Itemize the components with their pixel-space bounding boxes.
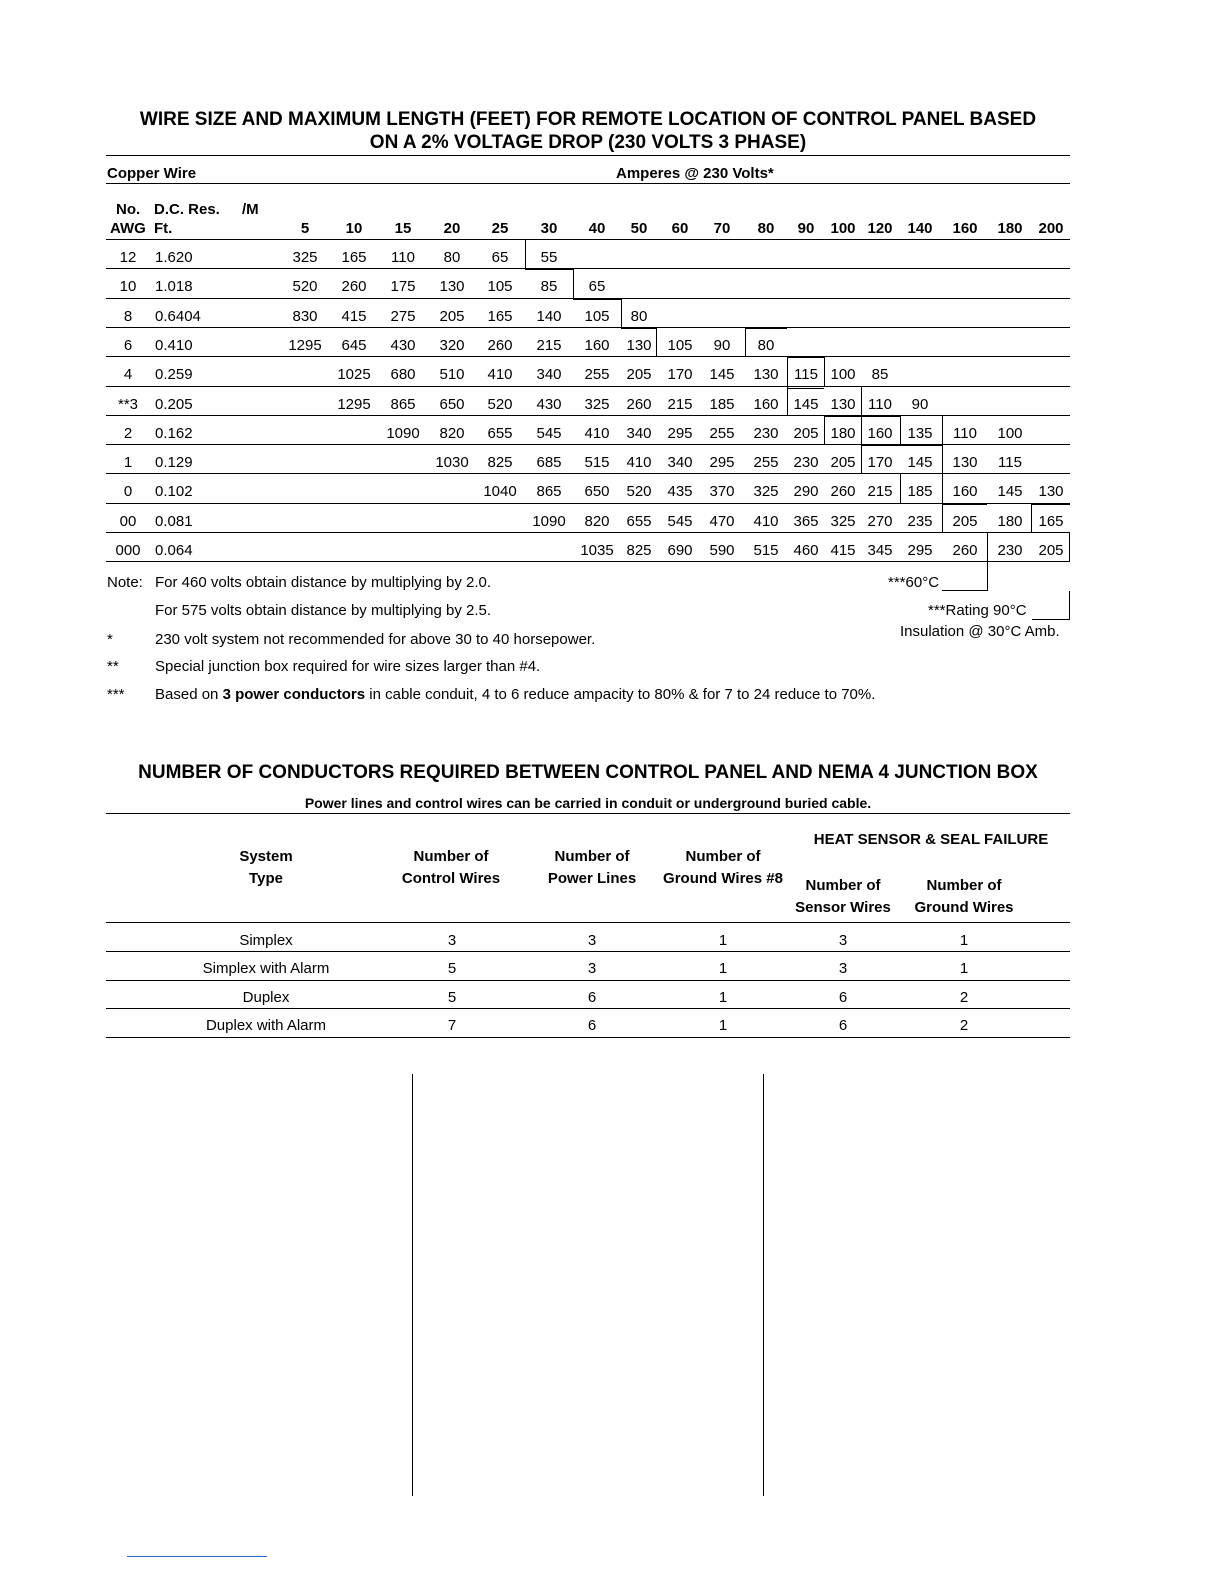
rule [106,239,1070,240]
table2-subtitle: Power lines and control wires can be carried in conduit or underground buried cable. [304,795,872,811]
col-per-m: /M [242,201,259,218]
header-line: Sensor Wires [795,899,891,916]
amp-header-cell: 20 [443,220,461,237]
table1-title-line2: ON A 2% VOLTAGE DROP (230 VOLTS 3 PHASE) [369,132,807,153]
header-line: Number of [805,877,881,894]
system-type-cell: Duplex [242,988,290,1006]
sensor-ground-wires-cell: 1 [959,960,969,978]
awg-cell: 4 [123,366,133,384]
system-type-cell: Simplex [239,932,293,949]
sensor-ground-wires-cell: 2 [959,988,969,1006]
header-power-lines [522,846,662,890]
length-cell: 1025 [337,366,371,384]
length-cell: 520 [626,483,652,501]
boundary-60c [824,357,825,387]
amp-header-cell: 180 [997,220,1023,237]
header-line: Type [249,870,283,887]
resistance-cell: 1.018 [155,278,193,296]
length-cell: 255 [753,454,779,472]
length-cell: 205 [952,512,978,530]
length-cell: 165 [1038,512,1064,530]
length-cell: 130 [952,454,978,472]
legend-60c-line [942,590,988,591]
length-cell: 1090 [532,512,566,530]
awg-cell: **3 [117,395,139,413]
legend-90c-line [1069,591,1070,620]
length-cell: 825 [626,542,652,559]
length-cell: 830 [292,307,318,325]
boundary-60c [787,387,788,416]
length-cell: 80 [443,249,461,266]
length-cell: 435 [667,483,693,501]
awg-cell: 0 [123,483,133,501]
boundary-60c [787,357,824,358]
boundary-60c [824,416,861,417]
awg-cell: 6 [123,336,133,354]
amp-header-cell: 90 [797,220,815,237]
length-cell: 215 [867,483,893,501]
length-cell: 590 [709,542,735,559]
length-cell: 515 [584,454,610,472]
boundary-60c [861,445,862,474]
boundary-60c [942,504,987,505]
length-cell: 130 [626,336,652,354]
boundary-60c [573,269,574,299]
resistance-cell: 0.129 [155,454,193,472]
rule [106,155,1070,156]
col-dcres: D.C. Res. [154,201,220,218]
length-cell: 260 [952,542,978,559]
length-cell: 255 [584,366,610,384]
amp-header-cell: 15 [394,220,412,237]
length-cell: 1040 [483,483,517,501]
length-cell: 270 [867,512,893,530]
power-lines-cell: 6 [587,1017,597,1035]
length-cell: 410 [584,424,610,442]
length-cell: 340 [667,454,693,472]
power-lines-cell: 3 [587,960,597,978]
header-line: Number of [554,848,630,865]
length-cell: 1295 [337,395,371,413]
length-cell: 140 [536,307,562,325]
boundary-90c [1069,533,1070,562]
length-cell: 180 [997,512,1023,530]
boundary-60c [861,445,900,446]
amp-header-cell: 25 [491,220,509,237]
table1-title-line1: WIRE SIZE AND MAXIMUM LENGTH (FEET) FOR REMOTE LOCATION OF CONTROL PANEL BASED [139,109,1037,130]
length-cell: 275 [390,307,416,325]
note-text-bold: 3 power conductors [222,686,366,703]
length-cell: 160 [584,336,610,354]
row-rule [106,951,1070,952]
boundary-60c [656,328,657,357]
length-cell: 170 [667,366,693,384]
boundary-60c [942,532,987,533]
length-cell: 340 [626,424,652,442]
system-type-cell: Simplex with Alarm [202,960,330,978]
boundary-60c [621,328,656,329]
length-cell: 90 [713,336,731,354]
length-cell: 370 [709,483,735,501]
length-cell: 85 [871,366,889,384]
length-cell: 175 [390,278,416,296]
boundary-60c [787,388,824,389]
length-cell: 215 [536,336,562,354]
length-cell: 470 [709,512,735,530]
length-cell: 260 [626,395,652,413]
resistance-cell: 0.410 [155,336,193,354]
boundary-60c [525,269,573,270]
amperes-label: Amperes @ 230 Volts* [616,165,774,182]
length-cell: 1295 [288,336,322,354]
length-cell: 260 [830,483,856,501]
length-cell: 145 [907,454,933,472]
length-cell: 230 [997,542,1023,559]
legend-60c: ***60°C [888,574,940,591]
length-cell: 1090 [386,424,420,442]
length-cell: 110 [391,249,415,266]
length-cell: 865 [390,395,416,413]
header-line: Number of [685,848,761,865]
length-cell: 105 [487,278,513,296]
amp-header-cell: 10 [345,220,363,237]
awg-cell: 10 [119,278,137,296]
control-wires-cell: 3 [447,932,457,949]
control-wires-cell: 7 [447,1017,457,1035]
boundary-90c [1031,504,1070,505]
row-rule [106,1037,1070,1038]
length-cell: 295 [667,424,693,442]
length-cell: 650 [584,483,610,501]
header-control-wires [376,846,526,890]
amp-header-cell: 200 [1038,220,1064,237]
col-no: No. [116,201,141,218]
boundary-60c [900,474,901,504]
sensor-wires-cell: 3 [838,960,848,978]
length-cell: 415 [830,542,856,559]
length-cell: 410 [753,512,779,530]
footer-rule [127,1556,267,1557]
copper-wire-label: Copper Wire [107,165,197,182]
boundary-60c [942,416,943,504]
boundary-60c [824,416,825,445]
header-line: Power Lines [547,870,637,887]
boundary-60c [745,328,787,329]
col-ft: Ft. [154,220,173,237]
length-cell: 105 [667,336,693,354]
length-cell: 260 [341,278,367,296]
length-cell: 690 [667,542,693,559]
note-text: Special junction box required for wire sizes larger than #4. [155,658,541,675]
row-rule [106,473,1070,474]
length-cell: 205 [793,424,819,442]
amp-header-cell: 60 [671,220,689,237]
boundary-60c [942,504,943,533]
resistance-cell: 0.064 [155,542,193,559]
length-cell: 110 [868,395,892,413]
length-cell: 295 [709,454,735,472]
resistance-cell: 1.620 [155,249,193,266]
boundary-90c [1031,504,1032,533]
row-rule [106,980,1070,981]
length-cell: 410 [626,454,652,472]
header-system-type [186,846,346,890]
power-lines-cell: 3 [587,932,597,949]
boundary-60c [573,299,621,300]
length-cell: 520 [487,395,513,413]
note-mark: * [107,631,113,648]
awg-cell: 00 [119,512,137,530]
amp-header-cell: 70 [713,220,731,237]
amp-header-cell: 160 [952,220,978,237]
length-cell: 510 [439,366,465,384]
resistance-cell: 0.6404 [155,307,201,325]
length-cell: 165 [341,249,367,266]
length-cell: 410 [487,366,513,384]
resistance-cell: 0.102 [155,483,193,501]
length-cell: 185 [907,483,933,501]
length-cell: 160 [753,395,779,413]
length-cell: 655 [626,512,652,530]
ground-wires-cell: 1 [718,932,728,949]
length-cell: 55 [540,249,558,266]
amp-header-cell: 50 [630,220,648,237]
row-rule [106,386,1070,387]
header-line: Ground Wires #8 [663,870,783,887]
length-cell: 685 [536,454,562,472]
row-rule [106,327,1070,328]
length-cell: 85 [540,278,558,296]
note-mark: Note: [107,574,143,591]
length-cell: 650 [439,395,465,413]
boundary-60c [900,445,942,446]
length-cell: 160 [952,483,978,501]
length-cell: 255 [709,424,735,442]
row-rule [106,268,1070,269]
length-cell: 180 [830,424,856,442]
length-cell: 90 [911,395,929,413]
ground-wires-cell: 1 [718,1017,728,1035]
length-cell: 1030 [435,454,469,472]
note-text: For 460 volts obtain distance by multiplying by 2.0. [155,574,492,591]
length-cell: 825 [487,454,513,472]
length-cell: 65 [491,249,509,266]
length-cell: 1035 [580,542,614,559]
amp-header-cell: 5 [300,220,310,237]
boundary-60c [787,357,788,387]
note-text-part: Based on [155,686,223,703]
header-line: Control Wires [401,870,501,887]
row-rule [106,532,1070,533]
length-cell: 205 [1038,542,1064,559]
length-cell: 520 [292,278,318,296]
legend-90c: ***Rating 90°C [928,602,1027,619]
resistance-cell: 0.259 [155,366,193,384]
header-ground-wires [653,846,793,890]
length-cell: 680 [390,366,416,384]
length-cell: 515 [753,542,779,559]
length-cell: 100 [997,424,1023,442]
length-cell: 235 [907,512,933,530]
rule [106,813,1070,814]
length-cell: 820 [584,512,610,530]
length-cell: 205 [830,454,856,472]
length-cell: 130 [830,395,856,413]
legend-60c-line [987,562,988,591]
sensor-wires-cell: 3 [838,932,848,949]
resistance-cell: 0.081 [155,512,193,530]
legend-insulation: Insulation @ 30°C Amb. [900,623,1060,640]
length-cell: 325 [830,512,856,530]
ground-wires-cell: 1 [718,960,728,978]
header-sensor-wires [783,875,903,919]
note-mark: ** [107,658,119,675]
length-cell: 170 [867,454,893,472]
boundary-60c [621,299,622,328]
length-cell: 325 [584,395,610,413]
sensor-ground-wires-cell: 2 [959,1017,969,1035]
length-cell: 545 [667,512,693,530]
length-cell: 325 [292,249,318,266]
rule [106,183,1070,184]
header-sensor-ground-wires [904,875,1024,919]
length-cell: 320 [439,336,465,354]
boundary-60c [900,416,901,445]
length-cell: 545 [536,424,562,442]
awg-cell: 1 [123,454,133,472]
system-type-cell: Duplex with Alarm [205,1017,327,1035]
length-cell: 65 [588,278,606,296]
table1-title [106,108,1070,154]
length-cell: 135 [907,424,933,442]
length-cell: 100 [830,366,856,384]
length-cell: 345 [867,542,893,559]
length-cell: 80 [757,336,775,354]
legend-90c-line [1032,619,1070,620]
length-cell: 145 [709,366,735,384]
row-rule [106,1008,1070,1009]
ground-wires-cell: 1 [718,988,728,1006]
note-text: 230 volt system not recommended for above 30 to 40 horsepower. [155,631,596,648]
control-wires-cell: 5 [447,960,457,978]
rule [106,922,1070,923]
amp-header-cell: 30 [540,220,558,237]
length-cell: 115 [998,454,1022,472]
length-cell: 430 [536,395,562,413]
awg-cell: 2 [123,424,133,442]
control-wires-cell: 5 [447,988,457,1006]
resistance-cell: 0.162 [155,424,193,442]
length-cell: 105 [584,307,610,325]
awg-cell: 000 [115,542,141,559]
boundary-60c [861,416,900,417]
length-cell: 205 [439,307,465,325]
boundary-60c [745,328,746,357]
boundary-60c [525,240,526,269]
length-cell: 865 [536,483,562,501]
header-line: Ground Wires [914,899,1014,916]
length-cell: 130 [439,278,465,296]
length-cell: 820 [439,424,465,442]
length-cell: 145 [997,483,1023,501]
col-awg: AWG [110,220,146,237]
length-cell: 205 [626,366,652,384]
length-cell: 115 [794,366,818,384]
header-line: Number of [413,848,489,865]
length-cell: 340 [536,366,562,384]
length-cell: 130 [753,366,779,384]
length-cell: 130 [1038,483,1064,501]
length-cell: 185 [709,395,735,413]
length-cell: 325 [753,483,779,501]
length-cell: 215 [667,395,693,413]
length-cell: 165 [487,307,513,325]
header-line: Number of [926,877,1002,894]
row-rule [106,561,1070,562]
sensor-ground-wires-cell: 1 [959,932,969,949]
length-cell: 230 [753,424,779,442]
awg-cell: 8 [123,307,133,325]
length-cell: 230 [793,454,819,472]
note-text-part: in cable conduit, 4 to 6 reduce ampacity to 80% & for 7 to 24 reduce to 70%. [365,686,876,703]
amp-header-cell: 40 [588,220,606,237]
row-rule [106,415,1070,416]
boundary-60c [987,533,988,562]
sensor-wires-cell: 6 [838,988,848,1006]
length-cell: 295 [907,542,933,559]
sensor-wires-cell: 6 [838,1017,848,1035]
length-cell: 430 [390,336,416,354]
group-header: HEAT SENSOR & SEAL FAILURE [813,831,1049,848]
length-cell: 290 [793,483,819,501]
table2-title: NUMBER OF CONDUCTORS REQUIRED BETWEEN CONTROL PANEL AND NEMA 4 JUNCTION BOX [138,762,1038,783]
length-cell: 145 [793,395,819,413]
length-cell: 460 [793,542,819,559]
column-divider [412,1074,413,1496]
amp-header-cell: 120 [867,220,893,237]
length-cell: 160 [867,424,893,442]
power-lines-cell: 6 [587,988,597,1006]
header-line: System [239,848,293,865]
row-rule [106,503,1070,504]
awg-cell: 12 [119,249,137,266]
length-cell: 415 [341,307,367,325]
amp-header-cell: 140 [907,220,933,237]
note-text [155,686,875,703]
note-mark: *** [107,686,125,703]
length-cell: 80 [630,307,648,325]
length-cell: 655 [487,424,513,442]
note-text: For 575 volts obtain distance by multiplying by 2.5. [155,602,492,619]
length-cell: 110 [953,424,977,442]
resistance-cell: 0.205 [155,395,193,413]
length-cell: 365 [793,512,819,530]
row-rule [106,356,1070,357]
amp-header-cell: 100 [830,220,856,237]
amp-header-cell: 80 [757,220,775,237]
length-cell: 645 [341,336,367,354]
length-cell: 260 [487,336,513,354]
column-divider [763,1074,764,1496]
